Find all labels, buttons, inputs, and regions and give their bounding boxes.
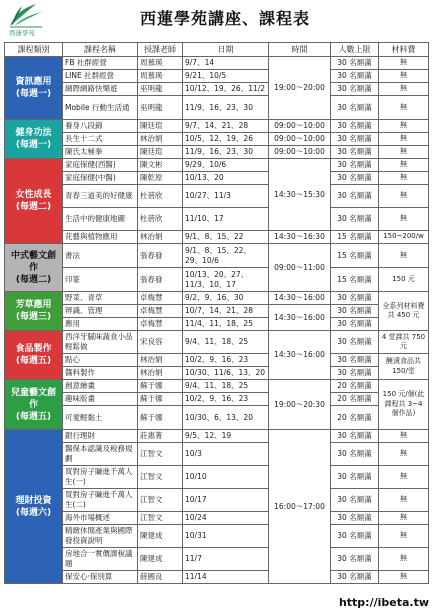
capacity-cell: 30 名額滿 bbox=[331, 96, 379, 120]
capacity-cell: 30 名額滿 bbox=[331, 489, 379, 512]
course-name-cell: 養身八段錦 bbox=[63, 120, 138, 133]
fee-cell: 醃漬食品共 150/堂 bbox=[379, 354, 429, 380]
time-cell: 14:30～16:30 bbox=[269, 231, 331, 244]
course-name-cell: 網際網路快樂遊 bbox=[63, 83, 138, 96]
teacher-cell: 陳文彬 bbox=[138, 159, 183, 172]
date-cell: 10/31 bbox=[183, 525, 269, 548]
fee-cell: 無 bbox=[379, 96, 429, 120]
category-cell bbox=[5, 331, 63, 380]
course-name-cell: 創意繪畫 bbox=[63, 380, 138, 393]
fee-cell: 無 bbox=[379, 548, 429, 571]
capacity-cell: 30 名額滿 bbox=[331, 548, 379, 571]
logo-text: 西蓮學苑 bbox=[9, 29, 35, 37]
date-cell: 9/2、9、16、30 bbox=[183, 292, 269, 305]
table-row bbox=[5, 292, 429, 305]
date-cell: 9/1、8、15、22、29、10/6 bbox=[183, 244, 269, 268]
teacher-cell: 林治娟 bbox=[138, 133, 183, 146]
capacity-cell: 30 名額滿 bbox=[331, 525, 379, 548]
category-label: 健身功法 bbox=[15, 128, 52, 138]
fee-cell: 無 bbox=[379, 133, 429, 146]
table-row bbox=[5, 120, 429, 133]
course-name-cell: 精緻休閒產業與國際發投資說明 bbox=[63, 525, 138, 548]
capacity-cell: 30 名額滿 bbox=[331, 354, 379, 367]
capacity-cell: 15 名額滿 bbox=[331, 231, 379, 244]
fee-cell: 150~200/w bbox=[379, 231, 429, 244]
table-row bbox=[5, 83, 429, 96]
capacity-cell: 30 名額滿 bbox=[331, 159, 379, 172]
table-row bbox=[5, 430, 429, 443]
category-cell bbox=[5, 430, 63, 584]
capacity-cell: 30 名額滿 bbox=[331, 571, 379, 584]
lotus-leaf-logo-icon bbox=[6, 2, 46, 28]
course-name-cell: 銀行理財 bbox=[63, 430, 138, 443]
category-label: 女性成長 bbox=[15, 190, 52, 200]
teacher-cell: 張春發 bbox=[138, 244, 183, 268]
course-name-cell: 生活中的健康地圖 bbox=[63, 208, 138, 231]
teacher-cell: 卓梅慧 bbox=[138, 305, 183, 318]
time-cell: 09:00～10:00 bbox=[269, 146, 331, 159]
fee-cell: 無 bbox=[379, 525, 429, 548]
fee-cell: 無 bbox=[379, 172, 429, 185]
teacher-cell: 周慕瑛 bbox=[138, 70, 183, 83]
time-cell: 09:00～10:00 bbox=[269, 120, 331, 133]
capacity-cell: 30 名額滿 bbox=[331, 430, 379, 443]
teacher-cell: 周慕瑛 bbox=[138, 57, 183, 70]
date-cell: 11/14 bbox=[183, 571, 269, 584]
teacher-cell: 蘇于娜 bbox=[138, 393, 183, 406]
header-capacity: 人數上限 bbox=[331, 43, 379, 57]
course-name-cell: 買對房子賺進千萬人生(二) bbox=[63, 489, 138, 512]
table-row bbox=[5, 57, 429, 70]
table-row bbox=[5, 305, 429, 318]
teacher-cell: 陳廷瑄 bbox=[138, 120, 183, 133]
category-cell bbox=[5, 292, 63, 331]
date-cell: 9/21、10/5 bbox=[183, 70, 269, 83]
teacher-cell: 張春發 bbox=[138, 268, 183, 292]
course-name-cell: 可愛輕黏土 bbox=[63, 406, 138, 430]
watermark-url: http://ibeta.tw bbox=[338, 596, 429, 609]
teacher-cell: 江智文 bbox=[138, 489, 183, 512]
fee-cell: 無 bbox=[379, 430, 429, 443]
table-row bbox=[5, 268, 429, 292]
date-cell: 10/3 bbox=[183, 443, 269, 466]
table-row bbox=[5, 489, 429, 512]
table-row bbox=[5, 231, 429, 244]
date-cell: 9/4、11、18、25 bbox=[183, 331, 269, 354]
teacher-cell: 江智文 bbox=[138, 443, 183, 466]
capacity-cell: 30 名額滿 bbox=[331, 331, 379, 354]
capacity-cell: 30 名額滿 bbox=[331, 318, 379, 331]
date-cell: 11/9、16、23、30 bbox=[183, 96, 269, 120]
teacher-cell: 蘇于娜 bbox=[138, 380, 183, 393]
category-day: (每週一) bbox=[15, 140, 52, 150]
category-day: (每週二) bbox=[15, 274, 52, 285]
course-name-cell: 印篆 bbox=[63, 268, 138, 292]
course-name-cell: 書法 bbox=[63, 244, 138, 268]
fee-cell: 150 元/個(此課程共 3~4 個作品) bbox=[379, 380, 429, 430]
table-row bbox=[5, 96, 429, 120]
teacher-cell: 巫明龍 bbox=[138, 96, 183, 120]
course-name-cell: 海外市場概述 bbox=[63, 512, 138, 525]
time-cell: 19:00～20:00 bbox=[269, 57, 331, 120]
capacity-cell: 30 名額滿 bbox=[331, 305, 379, 318]
teacher-cell: 蘇于娜 bbox=[138, 406, 183, 430]
teacher-cell: 杜蓓欣 bbox=[138, 208, 183, 231]
date-cell: 11/4、11、18、25 bbox=[183, 318, 269, 331]
category-label: 中式藝文創作 bbox=[10, 250, 56, 273]
capacity-cell: 20 名額滿 bbox=[331, 393, 379, 406]
category-day: (每週五) bbox=[15, 411, 52, 422]
date-cell: 10/5、12、19、26 bbox=[183, 133, 269, 146]
header-date: 日期 bbox=[183, 43, 269, 57]
teacher-cell: 林治娟 bbox=[138, 354, 183, 367]
capacity-cell: 30 名額滿 bbox=[331, 443, 379, 466]
table-row bbox=[5, 525, 429, 548]
header-time: 時間 bbox=[269, 43, 331, 57]
fee-cell: 無 bbox=[379, 571, 429, 584]
fee-cell: 無 bbox=[379, 83, 429, 96]
fee-cell: 無 bbox=[379, 466, 429, 489]
table-row bbox=[5, 406, 429, 430]
table-row bbox=[5, 512, 429, 525]
course-name-cell: Mobile 行動生活通 bbox=[63, 96, 138, 120]
category-label: 芳草應用 bbox=[15, 300, 52, 310]
teacher-cell: 江智文 bbox=[138, 512, 183, 525]
teacher-cell: 陳建成 bbox=[138, 525, 183, 548]
category-cell bbox=[5, 120, 63, 159]
table-row bbox=[5, 133, 429, 146]
fee-cell: 無 bbox=[379, 443, 429, 466]
category-label: 理財投資 bbox=[15, 495, 52, 506]
time-cell: 14:30～16:00 bbox=[269, 331, 331, 380]
capacity-cell: 30 名額滿 bbox=[331, 367, 379, 380]
course-name-cell: 保安心‧保別算 bbox=[63, 571, 138, 584]
date-cell: 10/30、6、13、20 bbox=[183, 406, 269, 430]
teacher-cell: 陳乾原 bbox=[138, 172, 183, 185]
time-cell: 14:30～16:00 bbox=[269, 292, 331, 305]
date-cell: 9/7、14 bbox=[183, 57, 269, 70]
teacher-cell: 江智文 bbox=[138, 466, 183, 489]
date-cell: 11/10、17 bbox=[183, 208, 269, 231]
table-row bbox=[5, 367, 429, 380]
course-name-cell: 長生十二式 bbox=[63, 133, 138, 146]
course-name-cell: 醫保本認識及稅務規劃 bbox=[63, 443, 138, 466]
fee-cell: 全系列材料費共 450 元 bbox=[379, 292, 429, 331]
fee-cell: 無 bbox=[379, 208, 429, 231]
fee-cell: 150 元 bbox=[379, 268, 429, 292]
time-cell: 19:00～20:30 bbox=[269, 380, 331, 430]
date-cell: 10/12、19、26、11/2 bbox=[183, 83, 269, 96]
table-row bbox=[5, 244, 429, 268]
capacity-cell: 15 名額滿 bbox=[331, 244, 379, 268]
capacity-cell: 30 名額滿 bbox=[331, 466, 379, 489]
date-cell: 11/7 bbox=[183, 548, 269, 571]
fee-cell: 無 bbox=[379, 146, 429, 159]
date-cell: 10/7、14、21、28 bbox=[183, 305, 269, 318]
time-cell: 14:30～16:00 bbox=[269, 305, 331, 331]
capacity-cell: 30 名額滿 bbox=[331, 172, 379, 185]
table-row bbox=[5, 208, 429, 231]
category-day: (每週二) bbox=[15, 202, 52, 212]
course-name-cell: 辨識、管理 bbox=[63, 305, 138, 318]
date-cell: 10/13、20、27、11/3、10、17 bbox=[183, 268, 269, 292]
date-cell: 9/29、10/6 bbox=[183, 159, 269, 172]
course-name-cell: 西洋牙膩味蔬食小品輕鬆做 bbox=[63, 331, 138, 354]
header-teacher: 授課老師 bbox=[138, 43, 183, 57]
course-name-cell: 家庭保健(中醫) bbox=[63, 172, 138, 185]
date-cell: 9/7、14、21、28 bbox=[183, 120, 269, 133]
date-cell: 10/10 bbox=[183, 466, 269, 489]
capacity-cell: 30 名額滿 bbox=[331, 83, 379, 96]
table-row bbox=[5, 172, 429, 185]
time-cell: 09:00～10:00 bbox=[269, 133, 331, 146]
capacity-cell: 30 名額滿 bbox=[331, 133, 379, 146]
table-row bbox=[5, 393, 429, 406]
table-row bbox=[5, 380, 429, 393]
course-name-cell: 花藝與植物應用 bbox=[63, 231, 138, 244]
header-fee: 材料費 bbox=[379, 43, 429, 57]
capacity-cell: 30 名額滿 bbox=[331, 512, 379, 525]
capacity-cell: 30 名額滿 bbox=[331, 185, 379, 208]
teacher-cell: 宋良容 bbox=[138, 331, 183, 354]
course-name-cell: 青春三道美的好健康 bbox=[63, 185, 138, 208]
date-cell: 10/2、9、16、23 bbox=[183, 354, 269, 367]
course-name-cell: 陳氏太極拳 bbox=[63, 146, 138, 159]
fee-cell: 無 bbox=[379, 70, 429, 83]
fee-cell: 無 bbox=[379, 489, 429, 512]
date-cell: 11/9、16、23、30 bbox=[183, 146, 269, 159]
date-cell: 9/5、12、19 bbox=[183, 430, 269, 443]
fee-cell: 無 bbox=[379, 57, 429, 70]
fee-cell: 無 bbox=[379, 185, 429, 208]
fee-cell: 無 bbox=[379, 120, 429, 133]
course-name-cell: 野菜、青草 bbox=[63, 292, 138, 305]
time-cell: 16:00～17:00 bbox=[269, 430, 331, 584]
course-name-cell: 點心 bbox=[63, 354, 138, 367]
category-day: (每週六) bbox=[15, 507, 52, 518]
capacity-cell: 30 名額滿 bbox=[331, 120, 379, 133]
category-label: 兒童藝文創作 bbox=[10, 387, 56, 410]
teacher-cell: 林治娟 bbox=[138, 367, 183, 380]
date-cell: 10/27、11/3 bbox=[183, 185, 269, 208]
category-cell bbox=[5, 380, 63, 430]
category-day: (每週三) bbox=[15, 312, 52, 322]
table-row bbox=[5, 443, 429, 466]
capacity-cell: 30 名額滿 bbox=[331, 292, 379, 305]
course-schedule-table bbox=[4, 42, 429, 584]
table-row bbox=[5, 548, 429, 571]
category-cell bbox=[5, 159, 63, 244]
table-row bbox=[5, 146, 429, 159]
table-row bbox=[5, 185, 429, 208]
date-cell: 10/17 bbox=[183, 489, 269, 512]
capacity-cell: 30 名額滿 bbox=[331, 208, 379, 231]
teacher-cell: 杜蓓欣 bbox=[138, 185, 183, 208]
table-body bbox=[5, 57, 429, 584]
header-category: 課程類別 bbox=[5, 43, 63, 57]
capacity-cell: 30 名額滿 bbox=[331, 70, 379, 83]
table-row bbox=[5, 571, 429, 584]
table-row bbox=[5, 70, 429, 83]
course-name-cell: 買對房子賺進千萬人生(一) bbox=[63, 466, 138, 489]
header-course-name: 課程名稱 bbox=[63, 43, 138, 57]
table-header-row bbox=[5, 43, 429, 57]
teacher-cell: 薛國良 bbox=[138, 571, 183, 584]
fee-cell: 4 堂課共 750 元 bbox=[379, 331, 429, 354]
teacher-cell: 卓梅慧 bbox=[138, 292, 183, 305]
date-cell: 10/2、9、16、23 bbox=[183, 393, 269, 406]
fee-cell: 無 bbox=[379, 159, 429, 172]
teacher-cell: 陳廷瑄 bbox=[138, 146, 183, 159]
date-cell: 9/4、11、18、25 bbox=[183, 380, 269, 393]
capacity-cell: 20 名額滿 bbox=[331, 380, 379, 393]
course-name-cell: LINE 社群經營 bbox=[63, 70, 138, 83]
page-title: 西蓮學苑講座、課程表 bbox=[139, 9, 310, 28]
course-name-cell: 應用 bbox=[63, 318, 138, 331]
date-cell: 10/30、11/6、13、20 bbox=[183, 367, 269, 380]
date-cell: 10/13、20 bbox=[183, 172, 269, 185]
date-cell: 9/1、8、15、22 bbox=[183, 231, 269, 244]
capacity-cell: 15 名額滿 bbox=[331, 268, 379, 292]
date-cell: 10/24 bbox=[183, 512, 269, 525]
course-name-cell: 醬料製作 bbox=[63, 367, 138, 380]
time-cell: 14:30～15:30 bbox=[269, 159, 331, 231]
category-label: 資訊應用 bbox=[15, 77, 52, 87]
teacher-cell: 卓梅慧 bbox=[138, 318, 183, 331]
table-row bbox=[5, 466, 429, 489]
course-name-cell: 房地合一實價課稅議題 bbox=[63, 548, 138, 571]
table-row bbox=[5, 159, 429, 172]
course-name-cell: FB 社群經營 bbox=[63, 57, 138, 70]
fee-cell: 無 bbox=[379, 244, 429, 268]
capacity-cell: 30 名額滿 bbox=[331, 57, 379, 70]
table-row bbox=[5, 318, 429, 331]
teacher-cell: 林治娟 bbox=[138, 231, 183, 244]
course-name-cell: 趣味版畫 bbox=[63, 393, 138, 406]
category-cell bbox=[5, 57, 63, 120]
category-label: 食品製作 bbox=[15, 344, 52, 354]
course-name-cell: 家庭保健(西醫) bbox=[63, 159, 138, 172]
teacher-cell: 陳建成 bbox=[138, 548, 183, 571]
table-row bbox=[5, 354, 429, 367]
capacity-cell: 20 名額滿 bbox=[331, 406, 379, 430]
table-row bbox=[5, 331, 429, 354]
category-day: (每週五) bbox=[15, 356, 52, 366]
teacher-cell: 巫明龍 bbox=[138, 83, 183, 96]
time-cell: 09:00～11:00 bbox=[269, 244, 331, 292]
category-cell bbox=[5, 244, 63, 292]
fee-cell: 無 bbox=[379, 512, 429, 525]
capacity-cell: 30 名額滿 bbox=[331, 146, 379, 159]
teacher-cell: 莊惠菁 bbox=[138, 430, 183, 443]
category-day: (每週一) bbox=[15, 89, 52, 99]
